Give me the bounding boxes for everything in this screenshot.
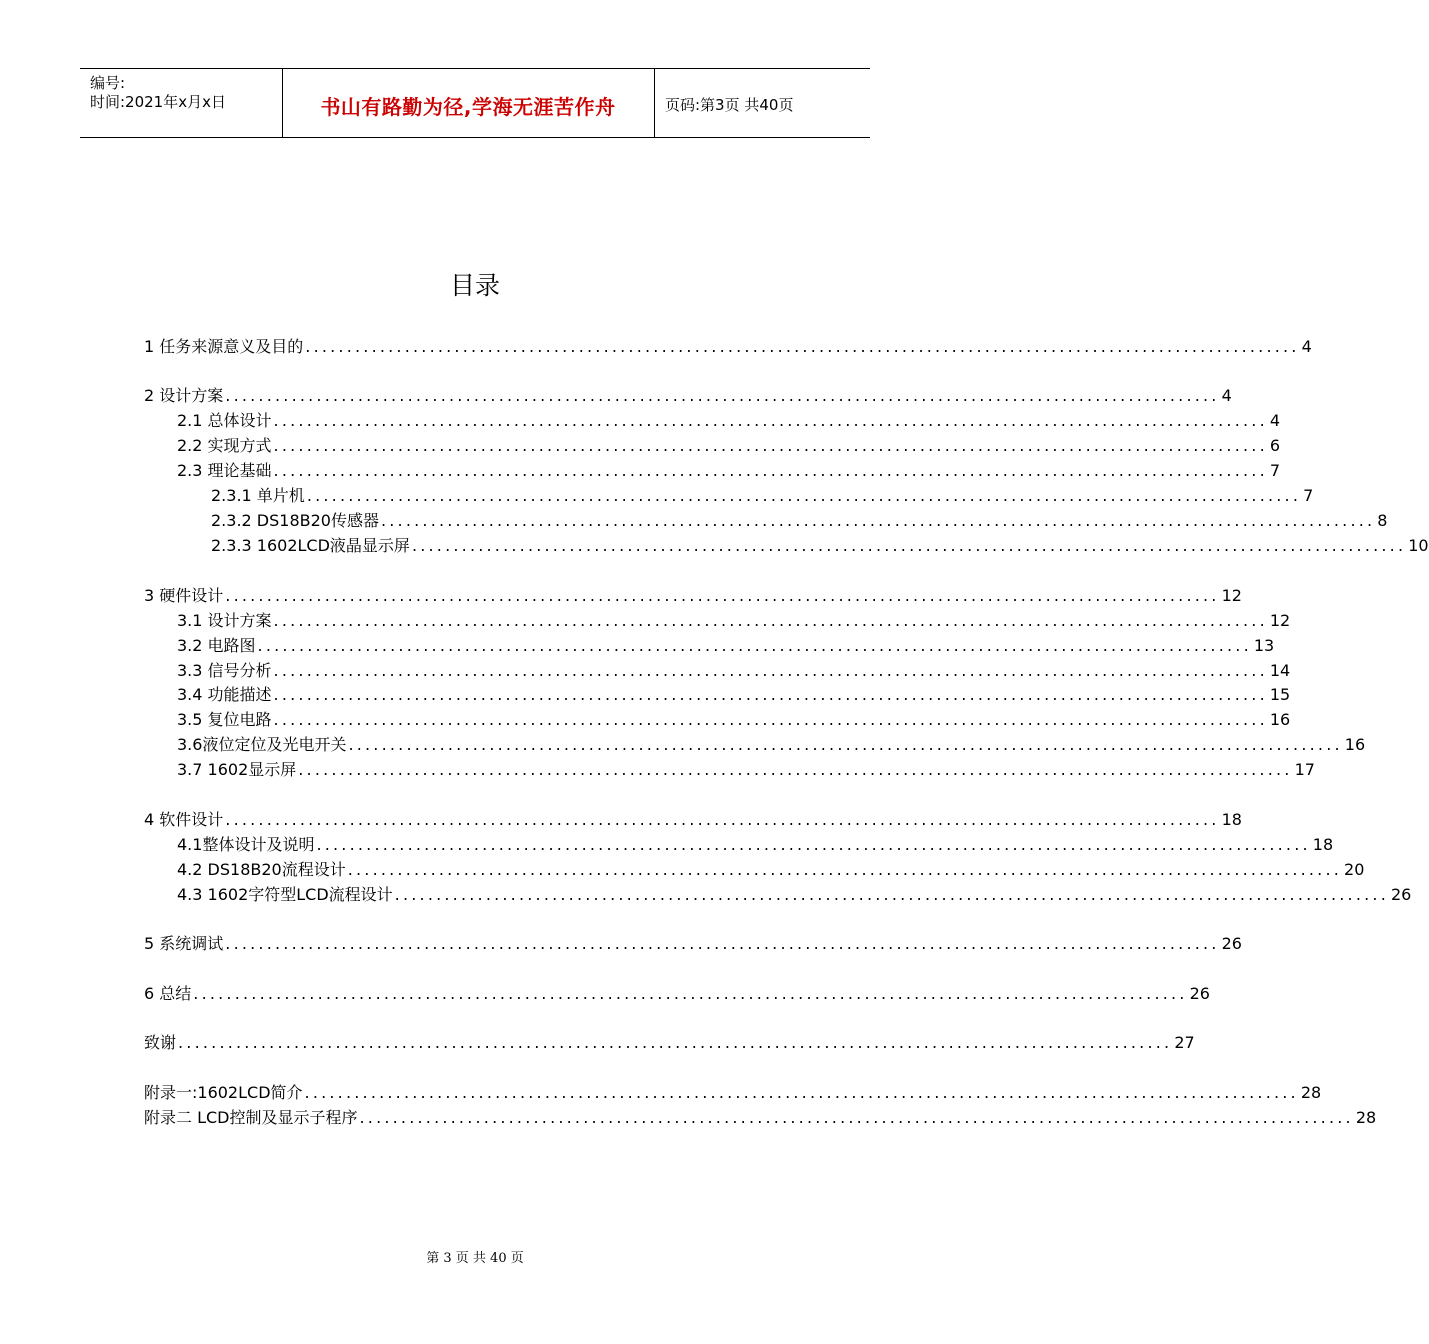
- toc-leader-dots: ........................................................................................................................: [394, 885, 1389, 904]
- toc-entry-label: 3.5 复位电路: [177, 710, 272, 729]
- toc-leader-dots: ........................................................................................................................: [225, 386, 1220, 405]
- toc-entry[interactable]: [144, 1032, 1195, 1054]
- toc-entry-page: 16: [1344, 735, 1366, 754]
- toc-leader-dots: ........................................................................................................................: [193, 984, 1188, 1003]
- toc-entry-page: 26: [1390, 885, 1412, 904]
- toc-entry-label: 2 设计方案: [144, 386, 224, 405]
- toc-entry[interactable]: [177, 734, 1366, 756]
- toc-leader-dots: ........................................................................................................................: [411, 536, 1407, 555]
- toc-entry-page: 20: [1344, 860, 1365, 879]
- toc-entry[interactable]: [211, 485, 1314, 507]
- toc-entry[interactable]: [144, 385, 1232, 407]
- toc-entry-label: 2.3.3 1602LCD液晶显示屏: [211, 536, 410, 555]
- toc-entry-page: 13: [1253, 636, 1275, 655]
- toc-entry-page: 7: [1303, 486, 1314, 505]
- toc-leader-dots: ........................................................................................................................: [273, 461, 1268, 480]
- toc-leader-dots: ........................................................................................................................: [304, 1083, 1299, 1102]
- toc-entry[interactable]: [177, 460, 1281, 482]
- toc-entry-page: 10: [1408, 536, 1429, 555]
- document-header: [80, 68, 870, 138]
- toc-entry-label: 5 系统调试: [144, 934, 224, 953]
- document-number-label: 编号:: [90, 74, 126, 92]
- header-middle-cell: [282, 69, 655, 137]
- toc-entry-label: 3.4 功能描述: [177, 685, 272, 704]
- toc-leader-dots: ........................................................................................................................: [273, 710, 1268, 729]
- toc-entry-page: 26: [1221, 934, 1242, 953]
- toc-leader-dots: ........................................................................................................................: [380, 511, 1376, 530]
- toc-entry-label: 致谢: [144, 1033, 177, 1052]
- toc-entry-label: 2.3.1 单片机: [211, 486, 305, 505]
- toc-entry-page: 4: [1269, 411, 1281, 430]
- toc-leader-dots: ........................................................................................................................: [273, 411, 1268, 430]
- toc-entry[interactable]: [177, 610, 1291, 632]
- toc-leader-dots: ........................................................................................................................: [359, 1108, 1354, 1127]
- toc-entry[interactable]: [211, 510, 1388, 532]
- toc-leader-dots: ........................................................................................................................: [225, 810, 1220, 829]
- toc-entry-page: 18: [1312, 835, 1334, 854]
- toc-leader-dots: ........................................................................................................................: [305, 337, 1300, 356]
- toc-entry-page: 8: [1377, 511, 1388, 530]
- toc-entry[interactable]: [177, 660, 1291, 682]
- toc-entry-label: 3.3 信号分析: [177, 661, 272, 680]
- toc-entry-label: 2.1 总体设计: [177, 411, 272, 430]
- toc-entry-label: 附录二 LCD控制及显示子程序: [144, 1108, 358, 1127]
- document-time-label: 时间:2021年x月x日: [90, 93, 226, 111]
- toc-entry-page: 7: [1269, 461, 1281, 480]
- toc-entry-page: 28: [1300, 1083, 1322, 1102]
- toc-entry[interactable]: [177, 759, 1315, 781]
- toc-leader-dots: ........................................................................................................................: [257, 636, 1252, 655]
- toc-entry[interactable]: [177, 709, 1291, 731]
- toc-entry-label: 1 任务来源意义及目的: [144, 337, 304, 356]
- header-right-cell: [655, 69, 870, 137]
- toc-entry-page: 4: [1221, 386, 1232, 405]
- toc-leader-dots: ........................................................................................................................: [178, 1033, 1173, 1052]
- toc-entry-label: 3.1 设计方案: [177, 611, 272, 630]
- toc-entry-page: 28: [1355, 1108, 1377, 1127]
- toc-entry[interactable]: [177, 884, 1412, 906]
- toc-entry-label: 2.3.2 DS18B20传感器: [211, 511, 379, 530]
- toc-entry[interactable]: [144, 585, 1242, 607]
- toc-entry-label: 附录一:1602LCD简介: [144, 1083, 303, 1102]
- toc-leader-dots: ........................................................................................................................: [273, 611, 1268, 630]
- toc-entry-label: 6 总结: [144, 984, 192, 1003]
- toc-entry-page: 27: [1174, 1033, 1195, 1052]
- toc-entry-label: 3.6液位定位及光电开关: [177, 735, 347, 754]
- toc-leader-dots: ........................................................................................................................: [273, 661, 1268, 680]
- toc-entry[interactable]: [144, 1107, 1377, 1129]
- toc-title: 目录: [449, 271, 500, 300]
- toc-entry-label: 3 硬件设计: [144, 586, 224, 605]
- toc-entry-label: 3.7 1602显示屏: [177, 760, 297, 779]
- toc-leader-dots: ........................................................................................................................: [316, 835, 1311, 854]
- toc-entry-page: 18: [1221, 810, 1242, 829]
- toc-leader-dots: ........................................................................................................................: [225, 586, 1220, 605]
- toc-entry[interactable]: [144, 983, 1210, 1005]
- page-footer: 第 3 页 共 40 页: [426, 1251, 524, 1266]
- toc-leader-dots: ........................................................................................................................: [298, 760, 1293, 779]
- toc-entry[interactable]: [144, 1082, 1322, 1104]
- toc-entry[interactable]: [177, 859, 1365, 881]
- toc-entry[interactable]: [144, 336, 1312, 358]
- header-motto: 书山有路勤为径,学海无涯苦作舟: [320, 95, 616, 119]
- header-left-cell: [80, 69, 283, 137]
- toc-entry[interactable]: [144, 809, 1242, 831]
- toc-entry[interactable]: [211, 535, 1429, 557]
- toc-entry-page: 12: [1269, 611, 1291, 630]
- toc-entry[interactable]: [177, 834, 1334, 856]
- toc-entry-label: 4.1整体设计及说明: [177, 835, 315, 854]
- toc-entry[interactable]: [177, 435, 1281, 457]
- header-page-info: 页码:第3页 共40页: [665, 96, 794, 114]
- toc-entry-page: 14: [1269, 661, 1291, 680]
- toc-entry-page: 15: [1269, 685, 1291, 704]
- toc-leader-dots: ........................................................................................................................: [348, 735, 1343, 754]
- toc-entry-page: 17: [1294, 760, 1315, 779]
- toc-entry[interactable]: [144, 933, 1242, 955]
- toc-entry-page: 12: [1221, 586, 1242, 605]
- toc-leader-dots: ........................................................................................................................: [347, 860, 1343, 879]
- toc-leader-dots: ........................................................................................................................: [273, 436, 1268, 455]
- toc-entry[interactable]: [177, 410, 1281, 432]
- toc-entry-page: 16: [1269, 710, 1291, 729]
- toc-entry-label: 4.2 DS18B20流程设计: [177, 860, 346, 879]
- toc-entry-label: 2.3 理论基础: [177, 461, 272, 480]
- toc-entry-label: 4 软件设计: [144, 810, 224, 829]
- toc-entry-page: 4: [1301, 337, 1312, 356]
- toc-leader-dots: ........................................................................................................................: [273, 685, 1268, 704]
- toc-entry-label: 3.2 电路图: [177, 636, 256, 655]
- toc-entry-label: 4.3 1602字符型LCD流程设计: [177, 885, 393, 904]
- toc-entry-page: 6: [1269, 436, 1281, 455]
- toc-entry-page: 26: [1189, 984, 1210, 1003]
- toc-entry-label: 2.2 实现方式: [177, 436, 272, 455]
- toc-leader-dots: ........................................................................................................................: [306, 486, 1302, 505]
- toc-entry[interactable]: [177, 635, 1275, 657]
- toc-entry[interactable]: [177, 684, 1291, 706]
- toc-leader-dots: ........................................................................................................................: [225, 934, 1220, 953]
